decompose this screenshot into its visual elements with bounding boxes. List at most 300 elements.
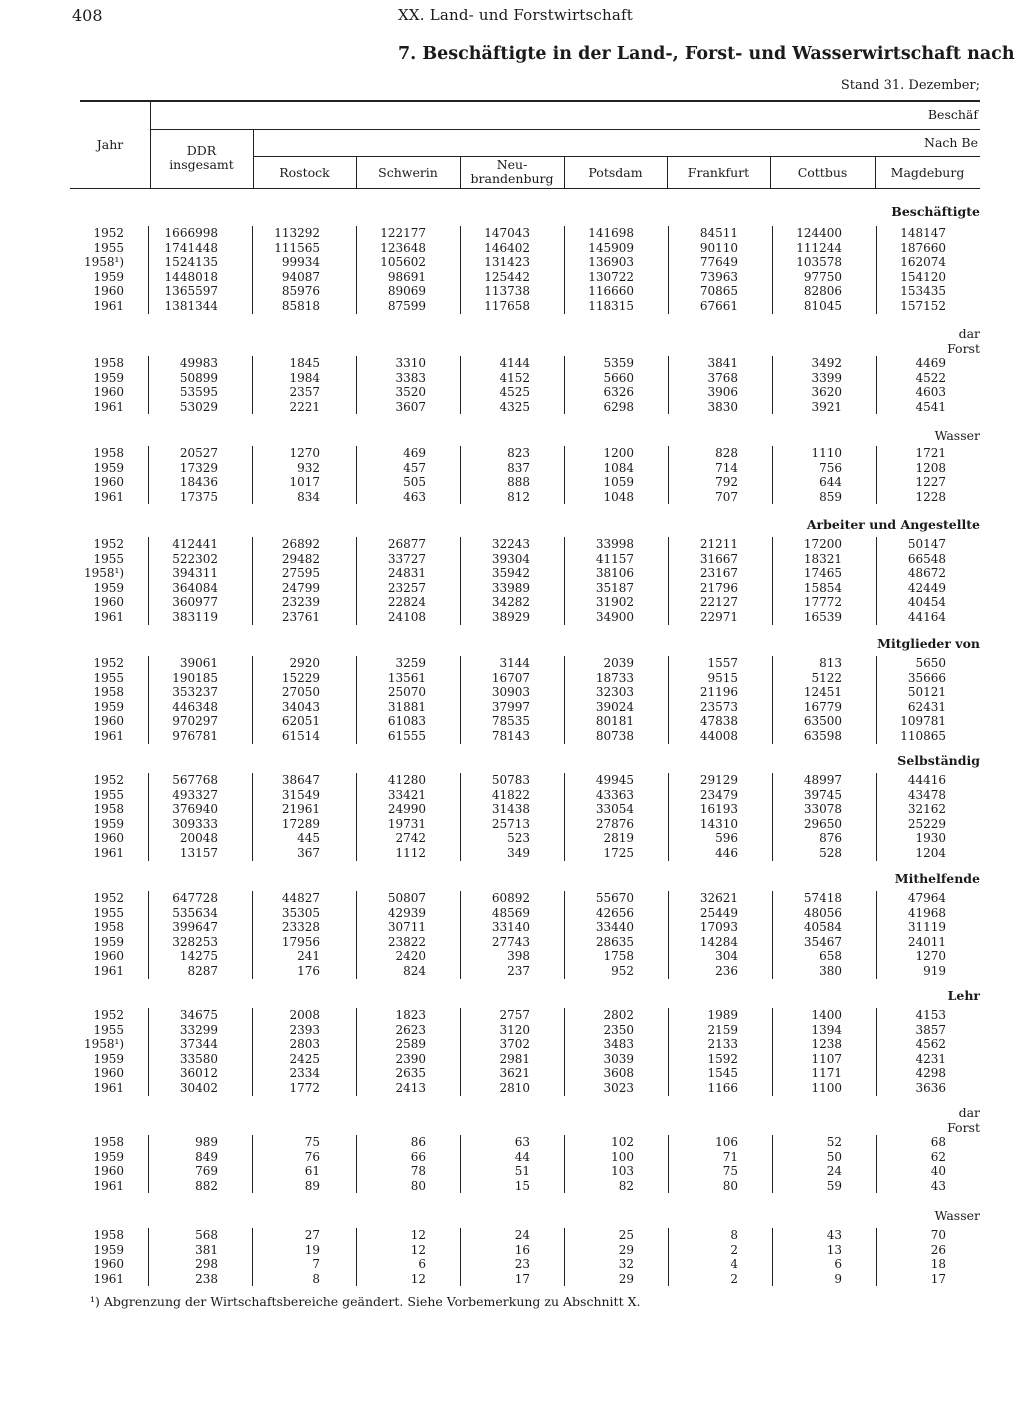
- value-cell: 236: [715, 964, 738, 978]
- value-cell: 381: [195, 1242, 218, 1257]
- table-row: [0, 773, 1024, 788]
- value-cell: 8: [312, 1271, 320, 1286]
- value-cell: 39061: [179, 656, 218, 670]
- value-cell: 27050: [281, 685, 320, 700]
- value-cell: 2810: [499, 1081, 530, 1095]
- value-cell: 29650: [803, 816, 842, 831]
- value-cell: 756: [819, 460, 842, 475]
- year-cell: 1961: [93, 610, 124, 624]
- year-cell: 1952: [93, 773, 124, 787]
- year-cell: 1960: [93, 475, 124, 490]
- value-cell: 57418: [803, 891, 842, 905]
- value-cell: 4525: [499, 385, 530, 400]
- value-cell: 27595: [281, 566, 320, 581]
- value-cell: 493327: [172, 787, 218, 802]
- value-cell: 446348: [172, 699, 218, 714]
- value-cell: 37997: [491, 699, 530, 714]
- value-cell: 55670: [595, 891, 634, 905]
- value-cell: 43363: [595, 787, 634, 802]
- value-cell: 85976: [281, 284, 320, 299]
- value-cell: 1084: [603, 460, 634, 475]
- value-cell: 42656: [595, 905, 634, 920]
- value-cell: 522302: [172, 551, 218, 566]
- table-row: [0, 1081, 1024, 1096]
- value-cell: 13157: [179, 846, 218, 860]
- value-cell: 82: [618, 1178, 634, 1193]
- year-cell: 1959: [93, 460, 124, 475]
- value-cell: 18436: [179, 475, 218, 490]
- value-cell: 823: [507, 446, 530, 460]
- value-cell: 376940: [172, 802, 218, 817]
- value-cell: 876: [819, 831, 842, 846]
- year-cell: 1961: [93, 299, 124, 313]
- value-cell: 44416: [907, 773, 946, 787]
- value-cell: 44: [514, 1149, 530, 1164]
- value-cell: 19731: [387, 816, 426, 831]
- value-cell: 80: [722, 1178, 738, 1193]
- chapter-heading: XX. Land- und Forstwirtschaft: [398, 6, 634, 24]
- value-cell: 21211: [699, 537, 738, 551]
- value-cell: 18: [930, 1257, 946, 1272]
- value-cell: 22127: [699, 595, 738, 610]
- value-cell: 9: [834, 1271, 842, 1286]
- value-cell: 238: [195, 1271, 218, 1286]
- value-cell: 17465: [803, 566, 842, 581]
- value-cell: 17200: [803, 537, 842, 551]
- value-cell: 43: [826, 1228, 842, 1242]
- year-cell: 1960: [93, 831, 124, 846]
- value-cell: 66: [410, 1149, 426, 1164]
- value-cell: 103578: [796, 255, 842, 270]
- value-cell: 445: [297, 831, 320, 846]
- value-cell: 1100: [811, 1081, 842, 1095]
- value-cell: 25: [618, 1228, 634, 1242]
- value-cell: 86: [410, 1135, 426, 1149]
- value-cell: 17375: [179, 489, 218, 504]
- table-row: [0, 656, 1024, 671]
- value-cell: 812: [507, 489, 530, 504]
- section-label: Wasser: [934, 428, 980, 443]
- section-label: dar: [958, 326, 980, 341]
- value-cell: 50807: [387, 891, 426, 905]
- value-cell: 2981: [499, 1051, 530, 1066]
- value-cell: 328253: [172, 934, 218, 949]
- value-cell: 35942: [491, 566, 530, 581]
- value-cell: 24799: [281, 580, 320, 595]
- value-cell: 644: [819, 475, 842, 490]
- value-cell: 528: [819, 846, 842, 860]
- section-label: Wasser: [934, 1208, 980, 1223]
- value-cell: 1238: [811, 1037, 842, 1052]
- value-cell: 61555: [387, 729, 426, 743]
- table-row: [0, 490, 1024, 505]
- value-cell: 25449: [699, 905, 738, 920]
- year-cell: 1952: [93, 656, 124, 670]
- year-cell: 1960: [93, 1066, 124, 1081]
- value-cell: 2635: [395, 1066, 426, 1081]
- value-cell: 16707: [491, 670, 530, 685]
- table-row: [0, 891, 1024, 906]
- value-cell: 2920: [289, 656, 320, 670]
- table-row: [0, 566, 1024, 581]
- value-cell: 1200: [603, 446, 634, 460]
- value-cell: 53595: [179, 385, 218, 400]
- value-cell: 3039: [603, 1051, 634, 1066]
- value-cell: 43: [930, 1178, 946, 1193]
- value-cell: 364084: [172, 580, 218, 595]
- value-cell: 3768: [707, 370, 738, 385]
- value-cell: 31667: [699, 551, 738, 566]
- table-row: [0, 817, 1024, 832]
- value-cell: 714: [715, 460, 738, 475]
- year-cell: 1959: [93, 1051, 124, 1066]
- value-cell: 33140: [491, 920, 530, 935]
- value-cell: 81045: [803, 299, 842, 313]
- value-cell: 17772: [803, 595, 842, 610]
- value-cell: 113738: [484, 284, 530, 299]
- value-cell: 24011: [907, 934, 946, 949]
- value-cell: 3399: [811, 370, 842, 385]
- value-cell: 383119: [172, 610, 218, 624]
- table-row: [0, 846, 1024, 861]
- value-cell: 849: [195, 1149, 218, 1164]
- stand-note: Stand 31. Dezember;: [840, 78, 980, 93]
- value-cell: 50: [826, 1149, 842, 1164]
- value-cell: 859: [819, 489, 842, 504]
- value-cell: 66548: [907, 551, 946, 566]
- value-cell: 399647: [172, 920, 218, 935]
- value-cell: 109781: [900, 714, 946, 729]
- value-cell: 32: [618, 1257, 634, 1272]
- value-cell: 824: [403, 964, 426, 978]
- value-cell: 3608: [603, 1066, 634, 1081]
- value-cell: 2390: [395, 1051, 426, 1066]
- value-cell: 1365597: [164, 284, 218, 299]
- value-cell: 2: [730, 1242, 738, 1257]
- header-frankfurt: Frankfurt: [687, 165, 750, 180]
- value-cell: 13: [826, 1242, 842, 1257]
- year-cell: 1955: [93, 670, 124, 685]
- value-cell: 1110: [811, 446, 842, 460]
- value-cell: 5650: [915, 656, 946, 670]
- table-row: [0, 964, 1024, 979]
- value-cell: 12451: [803, 685, 842, 700]
- value-cell: 24108: [387, 610, 426, 624]
- value-cell: 130722: [588, 269, 634, 284]
- value-cell: 32303: [595, 685, 634, 700]
- value-cell: 970297: [172, 714, 218, 729]
- value-cell: 6: [418, 1257, 426, 1272]
- table-row: [0, 385, 1024, 400]
- value-cell: 124400: [796, 226, 842, 240]
- value-cell: 154120: [900, 269, 946, 284]
- value-cell: 1984: [289, 370, 320, 385]
- value-cell: 117658: [484, 299, 530, 313]
- value-cell: 70: [930, 1228, 946, 1242]
- value-cell: 446: [715, 846, 738, 860]
- table-row: [0, 400, 1024, 415]
- value-cell: 82806: [803, 284, 842, 299]
- value-cell: 3841: [707, 356, 738, 370]
- table-row: [0, 356, 1024, 371]
- value-cell: 3607: [395, 399, 426, 414]
- table-row: [0, 610, 1024, 625]
- year-cell: 1959: [93, 1149, 124, 1164]
- value-cell: 39304: [491, 551, 530, 566]
- value-cell: 2357: [289, 385, 320, 400]
- value-cell: 882: [195, 1178, 218, 1193]
- table-row: [0, 714, 1024, 729]
- value-cell: 658: [819, 949, 842, 964]
- value-cell: 5660: [603, 370, 634, 385]
- value-cell: 17289: [281, 816, 320, 831]
- table-row: [0, 461, 1024, 476]
- value-cell: 647728: [172, 891, 218, 905]
- table-row: [0, 685, 1024, 700]
- value-cell: 38929: [491, 610, 530, 624]
- value-cell: 1208: [915, 460, 946, 475]
- value-cell: 97750: [803, 269, 842, 284]
- year-cell: 1961: [93, 729, 124, 743]
- value-cell: 33989: [491, 580, 530, 595]
- value-cell: 23: [514, 1257, 530, 1272]
- value-cell: 32243: [491, 537, 530, 551]
- value-cell: 33727: [387, 551, 426, 566]
- value-cell: 3520: [395, 385, 426, 400]
- header-potsdam: Potsdam: [588, 165, 643, 180]
- value-cell: 62: [930, 1149, 946, 1164]
- table-row: [0, 1023, 1024, 1038]
- value-cell: 39745: [803, 787, 842, 802]
- value-cell: 1227: [915, 475, 946, 490]
- value-cell: 38647: [281, 773, 320, 787]
- header-ddr: DDR: [186, 143, 217, 158]
- value-cell: 77649: [699, 255, 738, 270]
- value-cell: 596: [715, 831, 738, 846]
- value-cell: 2393: [289, 1022, 320, 1037]
- value-cell: 380: [819, 964, 842, 978]
- section-label: Mitglieder von: [877, 636, 980, 651]
- value-cell: 6: [834, 1257, 842, 1272]
- value-cell: 2159: [707, 1022, 738, 1037]
- value-cell: 21796: [699, 580, 738, 595]
- value-cell: 30711: [387, 920, 426, 935]
- value-cell: 50121: [907, 685, 946, 700]
- value-cell: 24831: [387, 566, 426, 581]
- value-cell: 35666: [907, 670, 946, 685]
- value-cell: 123648: [380, 240, 426, 255]
- value-cell: 76: [304, 1149, 320, 1164]
- value-cell: 3906: [707, 385, 738, 400]
- value-cell: 3492: [811, 356, 842, 370]
- value-cell: 1381344: [164, 299, 218, 313]
- year-cell: 1958: [93, 802, 124, 817]
- value-cell: 48569: [491, 905, 530, 920]
- value-cell: 51: [514, 1164, 530, 1179]
- value-cell: 41968: [907, 905, 946, 920]
- year-cell: 1960: [93, 385, 124, 400]
- year-cell: 1955: [93, 551, 124, 566]
- value-cell: 3702: [499, 1037, 530, 1052]
- table-row: [0, 299, 1024, 314]
- value-cell: 834: [297, 489, 320, 504]
- value-cell: 3310: [395, 356, 426, 370]
- header-jahr: Jahr: [96, 137, 124, 152]
- year-cell: 1958¹): [83, 255, 124, 270]
- value-cell: 932: [297, 460, 320, 475]
- table-row: [0, 1257, 1024, 1272]
- table-row: [0, 446, 1024, 461]
- value-cell: 1741448: [164, 240, 218, 255]
- value-cell: 5122: [811, 670, 842, 685]
- table-row: [0, 802, 1024, 817]
- value-cell: 39024: [595, 699, 634, 714]
- value-cell: 2008: [289, 1008, 320, 1022]
- value-cell: 976781: [172, 729, 218, 743]
- value-cell: 106: [715, 1135, 738, 1149]
- value-cell: 42449: [907, 580, 946, 595]
- value-cell: 15229: [281, 670, 320, 685]
- value-cell: 5359: [603, 356, 634, 370]
- value-cell: 837: [507, 460, 530, 475]
- value-cell: 44827: [281, 891, 320, 905]
- header-neubrandenburg-2: brandenburg: [470, 171, 554, 186]
- value-cell: 103: [611, 1164, 634, 1179]
- value-cell: 1059: [603, 475, 634, 490]
- value-cell: 353237: [172, 685, 218, 700]
- year-cell: 1955: [93, 787, 124, 802]
- value-cell: 23573: [699, 699, 738, 714]
- value-cell: 16539: [803, 610, 842, 624]
- year-cell: 1952: [93, 891, 124, 905]
- value-cell: 523: [507, 831, 530, 846]
- value-cell: 1989: [707, 1008, 738, 1022]
- value-cell: 33299: [179, 1022, 218, 1037]
- value-cell: 360977: [172, 595, 218, 610]
- year-cell: 1961: [93, 1271, 124, 1286]
- table-row: [0, 920, 1024, 935]
- value-cell: 44008: [699, 729, 738, 743]
- value-cell: 23257: [387, 580, 426, 595]
- table-row: [0, 949, 1024, 964]
- value-cell: 27743: [491, 934, 530, 949]
- value-cell: 1107: [811, 1051, 842, 1066]
- value-cell: 98691: [387, 269, 426, 284]
- value-cell: 4298: [915, 1066, 946, 1081]
- value-cell: 38106: [595, 566, 634, 581]
- value-cell: 78535: [491, 714, 530, 729]
- value-cell: 4522: [915, 370, 946, 385]
- value-cell: 29: [618, 1242, 634, 1257]
- value-cell: 412441: [172, 537, 218, 551]
- section-label: Lehr: [947, 988, 980, 1003]
- value-cell: 100: [611, 1149, 634, 1164]
- value-cell: 3383: [395, 370, 426, 385]
- header-nach-be: Nach Be: [924, 135, 978, 150]
- header-neubrandenburg-1: Neu-: [496, 157, 528, 172]
- value-cell: 148147: [900, 226, 946, 240]
- value-cell: 34282: [491, 595, 530, 610]
- year-cell: 1960: [93, 1164, 124, 1179]
- value-cell: 23328: [281, 920, 320, 935]
- value-cell: 68: [930, 1135, 946, 1149]
- value-cell: 12: [410, 1228, 426, 1242]
- value-cell: 1112: [395, 846, 426, 860]
- value-cell: 33078: [803, 802, 842, 817]
- value-cell: 1017: [289, 475, 320, 490]
- year-cell: 1958¹): [83, 1037, 124, 1052]
- value-cell: 89: [304, 1178, 320, 1193]
- value-cell: 457: [403, 460, 426, 475]
- value-cell: 1545: [707, 1066, 738, 1081]
- table-row: [0, 1228, 1024, 1243]
- value-cell: 919: [923, 964, 946, 978]
- value-cell: 4541: [915, 399, 946, 414]
- value-cell: 25713: [491, 816, 530, 831]
- year-cell: 1959: [93, 934, 124, 949]
- value-cell: 2: [730, 1271, 738, 1286]
- year-cell: 1958: [93, 356, 124, 370]
- value-cell: 145909: [588, 240, 634, 255]
- value-cell: 1448018: [164, 269, 218, 284]
- value-cell: 33998: [595, 537, 634, 551]
- value-cell: 707: [715, 489, 738, 504]
- value-cell: 61083: [387, 714, 426, 729]
- value-cell: 23822: [387, 934, 426, 949]
- value-cell: 1400: [811, 1008, 842, 1022]
- value-cell: 73963: [699, 269, 738, 284]
- value-cell: 78143: [491, 729, 530, 743]
- value-cell: 118315: [588, 299, 634, 313]
- header-rostock: Rostock: [279, 165, 330, 180]
- value-cell: 1772: [289, 1081, 320, 1095]
- value-cell: 24: [826, 1164, 842, 1179]
- table-row: [0, 1272, 1024, 1287]
- value-cell: 2742: [395, 831, 426, 846]
- year-cell: 1961: [93, 489, 124, 504]
- value-cell: 792: [715, 475, 738, 490]
- value-cell: 190185: [172, 670, 218, 685]
- value-cell: 4152: [499, 370, 530, 385]
- year-cell: 1961: [93, 1178, 124, 1193]
- value-cell: 7: [312, 1257, 320, 1272]
- value-cell: 8: [730, 1228, 738, 1242]
- value-cell: 237: [507, 964, 530, 978]
- value-cell: 1557: [707, 656, 738, 670]
- table-row: [0, 270, 1024, 285]
- table-row: [0, 226, 1024, 241]
- table-row: [0, 1179, 1024, 1194]
- value-cell: 20527: [179, 446, 218, 460]
- value-cell: 34900: [595, 610, 634, 624]
- value-cell: 2350: [603, 1022, 634, 1037]
- value-cell: 26877: [387, 537, 426, 551]
- value-cell: 35305: [281, 905, 320, 920]
- section-label: Mithelfende: [894, 871, 980, 886]
- value-cell: 32621: [699, 891, 738, 905]
- value-cell: 136903: [588, 255, 634, 270]
- value-cell: 989: [195, 1135, 218, 1149]
- table-row: [0, 1150, 1024, 1165]
- value-cell: 111565: [274, 240, 320, 255]
- value-cell: 1166: [707, 1081, 738, 1095]
- value-cell: 1721: [915, 446, 946, 460]
- year-cell: 1955: [93, 240, 124, 255]
- value-cell: 3023: [603, 1081, 634, 1095]
- value-cell: 13561: [387, 670, 426, 685]
- value-cell: 309333: [172, 816, 218, 831]
- value-cell: 1592: [707, 1051, 738, 1066]
